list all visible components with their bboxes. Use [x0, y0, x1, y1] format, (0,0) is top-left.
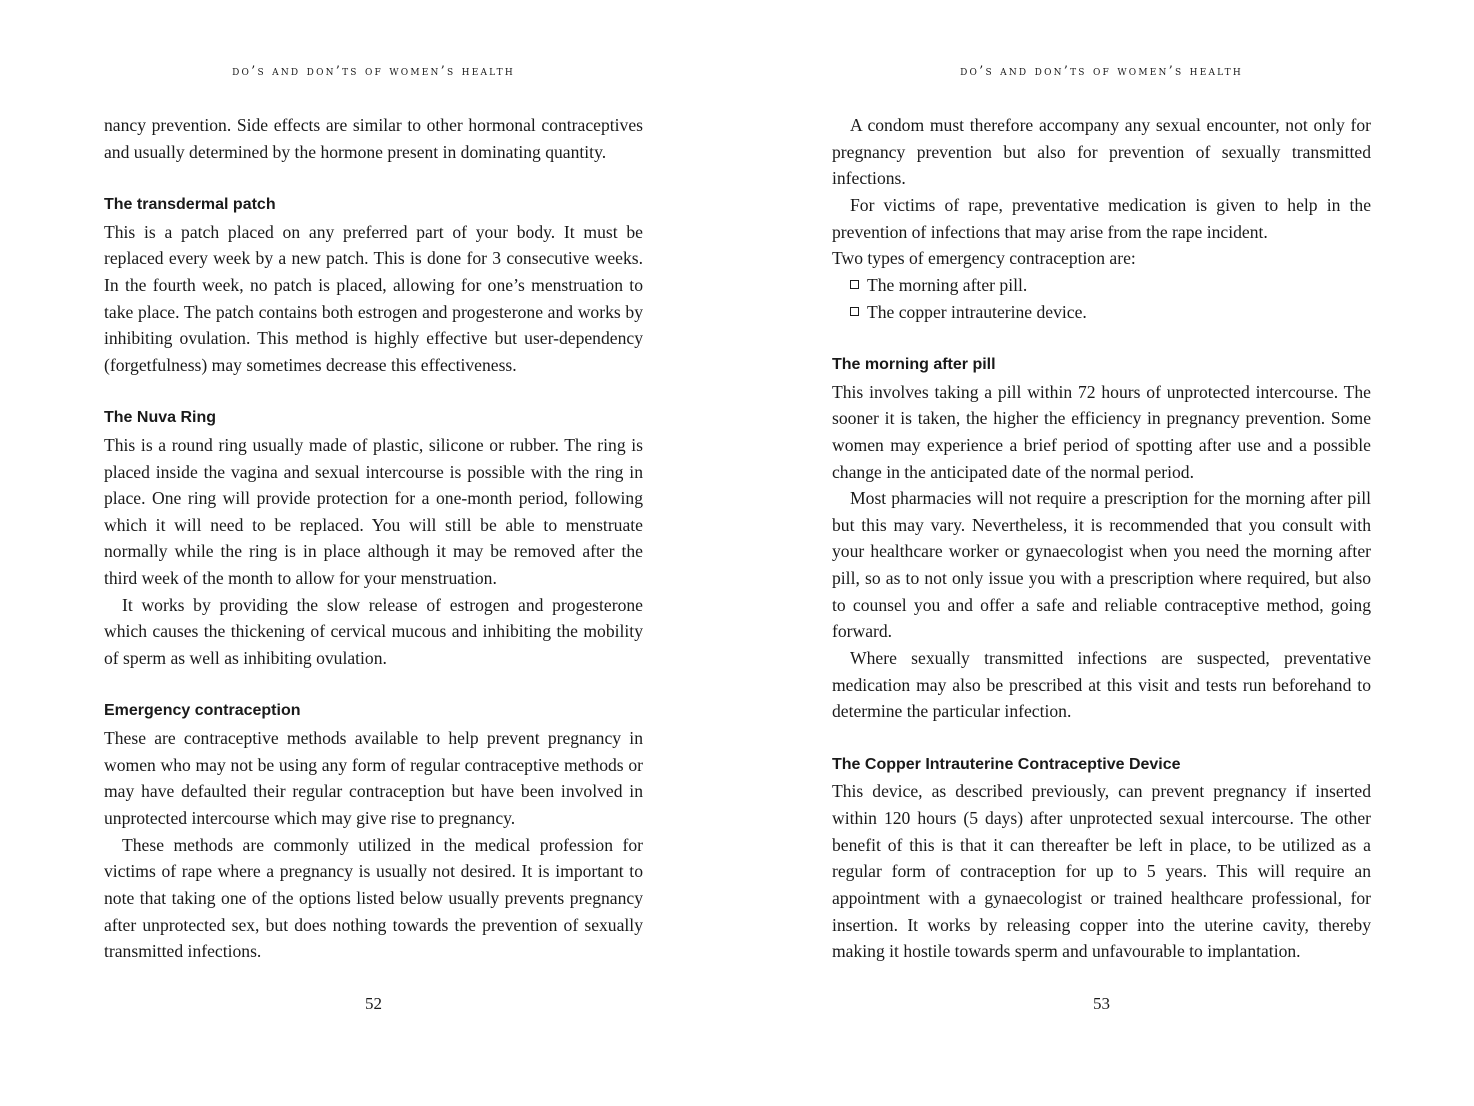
checkbox-bullet-icon — [850, 307, 859, 316]
paragraph: Where sexually transmitted infections are suspected, preventative medication may also be prescribed at this visit and tests run beforehand to determine the particular infection. — [832, 648, 1371, 722]
right-page — [832, 0, 1371, 1106]
section-heading: Emergency contraception — [104, 702, 301, 720]
running-head: do’s and don’ts of women’s health — [960, 64, 1243, 79]
paragraph: nancy prevention. Side effects are similar to other hormonal contraceptives and usually determined by the hormone present in dominating quantity. — [104, 115, 643, 162]
section-heading: The Copper Intrauterine Contraceptive Device — [832, 755, 1181, 773]
right-page-body — [832, 112, 1371, 965]
page-number: 53 — [1093, 994, 1110, 1013]
section-heading: The morning after pill — [832, 355, 996, 373]
left-page-body — [104, 112, 643, 965]
list-item-text: The morning after pill. — [867, 274, 1028, 295]
page-number: 52 — [365, 994, 382, 1013]
left-page — [104, 0, 643, 1106]
paragraph: Two types of emergency contraception are: — [832, 248, 1136, 269]
paragraph: Most pharmacies will not require a prescription for the morning after pill but this may vary. Nevertheless, it is recommended that you consult with your healthcare worker or gynaecologist when you need the morning after pill, so as to not only issue you with a prescription where required, but also to counsel you and offer a safe and reliable contraceptive method, going forward. — [832, 488, 1371, 642]
bullet-list — [832, 272, 1371, 325]
paragraph: This is a round ring usually made of plastic, silicone or rubber. The ring is placed inside the vagina and sexual intercourse is possible with the ring in place. One ring will provide protection for a one-month period, following which it will need to be replaced. You will still be able to menstruate normally while the ring is in place although it may be removed after the third week of the month to allow for your menstruation. — [104, 434, 643, 589]
paragraph: For victims of rape, preventative medication is given to help in the prevention of infections that may arise from the rape incident. — [832, 194, 1371, 242]
list-item — [850, 272, 1371, 299]
section-heading: The transdermal patch — [104, 195, 276, 213]
paragraph: These are contraceptive methods available to help prevent pregnancy in women who may not be using any form of regular contraceptive methods or may have defaulted their regular contraception but have been involved in unprotected intercourse which may give rise to pregnancy. — [104, 728, 643, 829]
paragraph: It works by providing the slow release of estrogen and progesterone which causes the thickening of cervical mucous and inhibiting the mobility of sperm as well as inhibiting ovulation. — [104, 594, 643, 669]
list-item-text: The copper intrauterine device. — [867, 301, 1087, 322]
paragraph: This involves taking a pill within 72 hours of unprotected intercourse. The sooner it is taken, the higher the efficiency in pregnancy prevention. Some women may experience a brief period of spotting after use and a possible change in the anticipated date of the normal period. — [832, 381, 1371, 482]
paragraph: A condom must therefore accompany any sexual encounter, not only for pregnancy prevention but also for prevention of sexually transmitted infections. — [832, 115, 1371, 189]
paragraph: These methods are commonly utilized in the medical profession for victims of rape where a pregnancy is usually not desired. It is important to note that taking one of the options listed below usually prevents pregnancy after unprotected sex, but does nothing towards the prevention of sexually transmitted infections. — [104, 834, 643, 962]
running-head: do’s and don’ts of women’s health — [232, 64, 515, 79]
list-item — [850, 299, 1371, 326]
section-heading: The Nuva Ring — [104, 409, 217, 427]
paragraph: This is a patch placed on any preferred part of your body. It must be replaced every week by a new patch. This is done for 3 consecutive weeks. In the fourth week, no patch is placed, allowing for one’s menstruation to take place. The patch contains both estrogen and progesterone and works by inhibiting ovulation. This method is highly effective but user-dependency (forgetfulness) may sometimes decrease this effectiveness. — [104, 221, 643, 375]
paragraph: This device, as described previously, can prevent pregnancy if inserted within 120 hours (5 days) after unprotected sexual intercourse. The other benefit of this is that it can thereafter be left in place, to be utilized as a regular form of contraception for up to 5 years. This will require an appointment with a gynaecologist or trained healthcare professional, for insertion. It works by releasing copper into the uterine cavity, thereby making it hostile towards sperm and unfavourable to implantation. — [832, 781, 1371, 962]
checkbox-bullet-icon — [850, 280, 859, 289]
